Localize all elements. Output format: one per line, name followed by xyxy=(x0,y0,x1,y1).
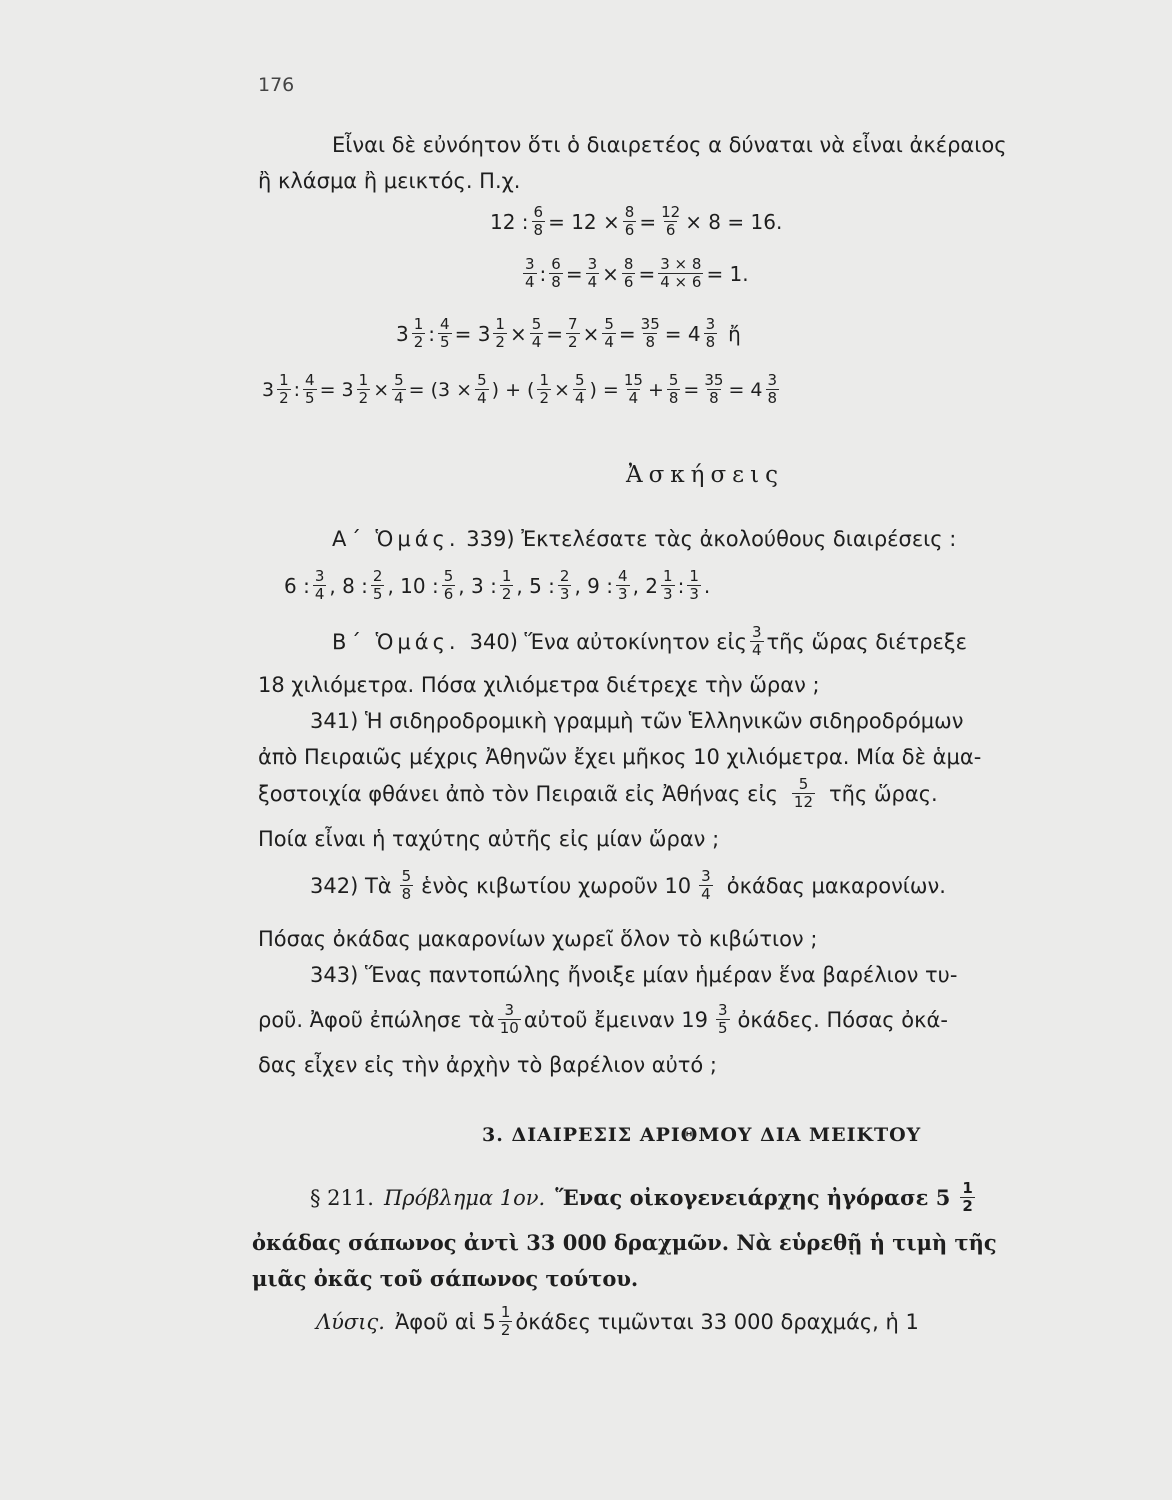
fraction: $\frac{5}{4}$ xyxy=(574,371,585,407)
exercise-339: 339) Ἐκτελέσατε τὰς ἀκολούθους διαιρέσεις : xyxy=(466,527,957,551)
page-number: 176 xyxy=(258,74,295,96)
group-a-label: Α΄ Ὁμάς. xyxy=(332,527,460,551)
fraction: $\frac{2}{5}$ xyxy=(372,567,383,603)
fraction: $\frac{1}{2}$ xyxy=(539,371,550,407)
fraction: $\frac{3}{4}$ xyxy=(751,623,762,659)
intro-line-2: ἢ κλάσμα ἢ μεικτός. Π.χ. xyxy=(258,169,521,193)
section-heading: 3. ΔΙΑΙΡΕΣΙΣ ΑΡΙΘΜΟΥ ΔΙΑ ΜΕΙΚΤΟΥ xyxy=(482,1124,922,1146)
fraction: $\frac{1}{2}$ xyxy=(501,567,512,603)
fraction: $\frac{5}{6}$ xyxy=(443,567,454,603)
fraction: $\frac{1}{2}$ xyxy=(358,371,369,407)
fraction: $\frac{3}{4}$ xyxy=(587,255,598,291)
example-equation-3: 3 $\frac{1}{2}$ : $\frac{4}{5}$ = 3 $\frac{1}{2}$ × $\frac{5}{4}$ = $\frac{7}{2}$ × $\frac{5}{4}$ = $\frac{35}{8}$ = 4 $\frac{3}{8}$ ἤ xyxy=(396,315,741,351)
example-equation-4: 3 $\frac{1}{2}$ : $\frac{4}{5}$ = 3 $\frac{1}{2}$ × $\frac{5}{4}$ = (3 × $\frac{5}{4}$ ) + ( $\frac{1}{2}$ × $\frac{5}{4}$ ) = $\frac{15}{4}$ + $\frac{5}{8}$ = $\frac{35}{8}$ = 4 $\frac{3}{8}$ xyxy=(262,371,778,407)
solution-line: Λύσις. Ἀφοῦ αἱ 5 $\frac{1}{2}$ ὀκάδες τιμῶνται 33 000 δραχμάς, ἡ 1 xyxy=(316,1303,919,1339)
problem-label: Πρόβλημα 1ον. xyxy=(383,1185,546,1210)
exercise-343-line-2: ροῦ. Ἀφοῦ ἐπώλησε τὰ $\frac{3}{10}$ αὐτοῦ ἔμειναν 19 $\frac{3}{5}$ ὀκάδες. Πόσας ὀκά- xyxy=(258,1001,948,1037)
problem-line-2: ὀκάδας σάπωνος ἀντὶ 33 000 δραχμῶν. Νὰ εὑρεθῇ ἡ τιμὴ τῆς xyxy=(252,1230,997,1255)
exercise-341-line-2: ἀπὸ Πειραιῶς μέχρις Ἀθηνῶν ἔχει μῆκος 10 χιλιόμετρα. Μία δὲ ἁμα- xyxy=(258,745,982,769)
intro-line-1: Εἶναι δὲ εὐνόητον ὅτι ὁ διαιρετέος α δύναται νὰ εἶναι ἀκέραιος xyxy=(332,133,1007,157)
example-equation-1: 12 : $\frac{6}{8}$ = 12 × $\frac{8}{6}$ = $\frac{12}{6}$ × 8 = 16. xyxy=(490,203,783,239)
fraction: $\frac{1}{3}$ xyxy=(663,567,673,603)
exercise-342-line-2: Πόσας ὀκάδας μακαρονίων χωρεῖ ὅλον τὸ κιβώτιον ; xyxy=(258,927,818,951)
fraction: $\frac{1}{2}$ xyxy=(279,371,289,407)
exercise-343-line-3: δας εἶχεν εἰς τὴν ἀρχὴν τὸ βαρέλιον αὐτό ; xyxy=(258,1053,717,1077)
fraction: $\frac{2}{3}$ xyxy=(559,567,570,603)
fraction: $\frac{3}{4}$ xyxy=(525,255,535,291)
fraction: $\frac{3}{8}$ xyxy=(705,315,716,351)
fraction: $\frac{3 \times 8}{4 \times 6}$ xyxy=(660,255,702,291)
fraction: $\frac{1}{2}$ xyxy=(495,315,505,351)
fraction: $\frac{3}{4}$ xyxy=(314,567,325,603)
fraction: $\frac{4}{5}$ xyxy=(305,371,315,407)
fraction: $\frac{3}{10}$ xyxy=(499,1001,519,1037)
exercise-340-line-1: Β΄ Ὁμάς. 340) Ἕνα αὐτοκίνητον εἰς $\frac{3}{4}$ τῆς ὥρας διέτρεξε xyxy=(332,623,967,659)
fraction: $\frac{12}{6}$ xyxy=(661,203,681,239)
fraction: $\frac{7}{2}$ xyxy=(568,315,578,351)
fraction: $\frac{5}{4}$ xyxy=(531,315,542,351)
fraction: $\frac{35}{8}$ xyxy=(640,315,660,351)
fraction: $\frac{8}{6}$ xyxy=(624,203,635,239)
group-b-label: Β΄ Ὁμάς. xyxy=(332,629,460,654)
fraction: $\frac{8}{6}$ xyxy=(623,255,634,291)
fraction: $\frac{4}{3}$ xyxy=(618,567,628,603)
fraction: $\frac{1}{3}$ xyxy=(689,567,699,603)
exercises-heading: Ἀσκήσεις xyxy=(626,462,784,488)
exercise-341-line-4: Ποία εἶναι ἡ ταχύτης αὐτῆς εἰς μίαν ὥραν ; xyxy=(258,827,720,851)
fraction: $\frac{1}{2}$ xyxy=(413,315,424,351)
problem-line-3: μιᾶς ὀκᾶς τοῦ σάπωνος τούτου. xyxy=(252,1266,639,1291)
fraction: $\frac{1}{2}$ xyxy=(962,1179,973,1215)
fraction: $\frac{5}{4}$ xyxy=(477,371,487,407)
solution-label: Λύσις. xyxy=(316,1309,385,1334)
example-equation-2: $\frac{3}{4}$ : $\frac{6}{8}$ = $\frac{3}{4}$ × $\frac{8}{6}$ = $\frac{3 \times 8}{4 \times 6}$ = 1. xyxy=(525,255,749,291)
exercise-342-line-1: 342) Τὰ $\frac{5}{8}$ ἑνὸς κιβωτίου χωροῦν 10 $\frac{3}{4}$ ὀκάδας μακαρονίων. xyxy=(310,867,946,903)
fraction: $\frac{35}{8}$ xyxy=(704,371,724,407)
group-a-divisions: 6 : $\frac{3}{4}$ , 8 : $\frac{2}{5}$ , 10 : $\frac{5}{6}$ , 3 : $\frac{1}{2}$ , 5 : $\frac{2}{3}$ , 9 : $\frac{4}{3}$ , 2 $\frac{1}{3}$ : $\frac{1}{3}$ . xyxy=(284,567,711,603)
fraction: $\frac{3}{4}$ xyxy=(701,867,711,903)
group-a-line xyxy=(332,526,956,552)
fraction: $\frac{6}{8}$ xyxy=(533,203,544,239)
problem-line-1: § 211. Πρόβλημα 1ον. Ἕνας οἰκογενειάρχης ἠγόρασε 5 $\frac{1}{2}$ xyxy=(310,1179,973,1215)
fraction: $\frac{5}{8}$ xyxy=(668,371,679,407)
exercise-341-line-1: 341) Ἡ σιδηροδρομικὴ γραμμὴ τῶν Ἑλληνικῶν σιδηροδρόμων xyxy=(310,709,964,733)
fraction: $\frac{4}{5}$ xyxy=(440,315,450,351)
section-number: § 211. xyxy=(310,1185,374,1210)
exercise-340-line-2: 18 χιλιόμετρα. Πόσα χιλιόμετρα διέτρεχε τὴν ὥραν ; xyxy=(258,673,820,697)
fraction: $\frac{5}{4}$ xyxy=(604,315,614,351)
fraction: $\frac{5}{8}$ xyxy=(401,867,412,903)
fraction: $\frac{6}{8}$ xyxy=(551,255,561,291)
fraction: $\frac{15}{4}$ xyxy=(623,371,643,407)
fraction: $\frac{3}{5}$ xyxy=(718,1001,728,1037)
exercise-341-line-3: ξοστοιχία φθάνει ἀπὸ τὸν Πειραιᾶ εἰς Ἀθήνας εἰς $\frac{5}{12}$ τῆς ὥρας. xyxy=(258,775,938,811)
fraction: $\frac{5}{4}$ xyxy=(394,371,404,407)
exercise-343-line-1: 343) Ἕνας παντοπώλης ἤνοιξε μίαν ἡμέραν ἕνα βαρέλιον τυ- xyxy=(310,963,958,987)
fraction: $\frac{3}{8}$ xyxy=(767,371,778,407)
fraction: $\frac{5}{12}$ xyxy=(793,775,814,811)
fraction: $\frac{1}{2}$ xyxy=(500,1303,511,1339)
